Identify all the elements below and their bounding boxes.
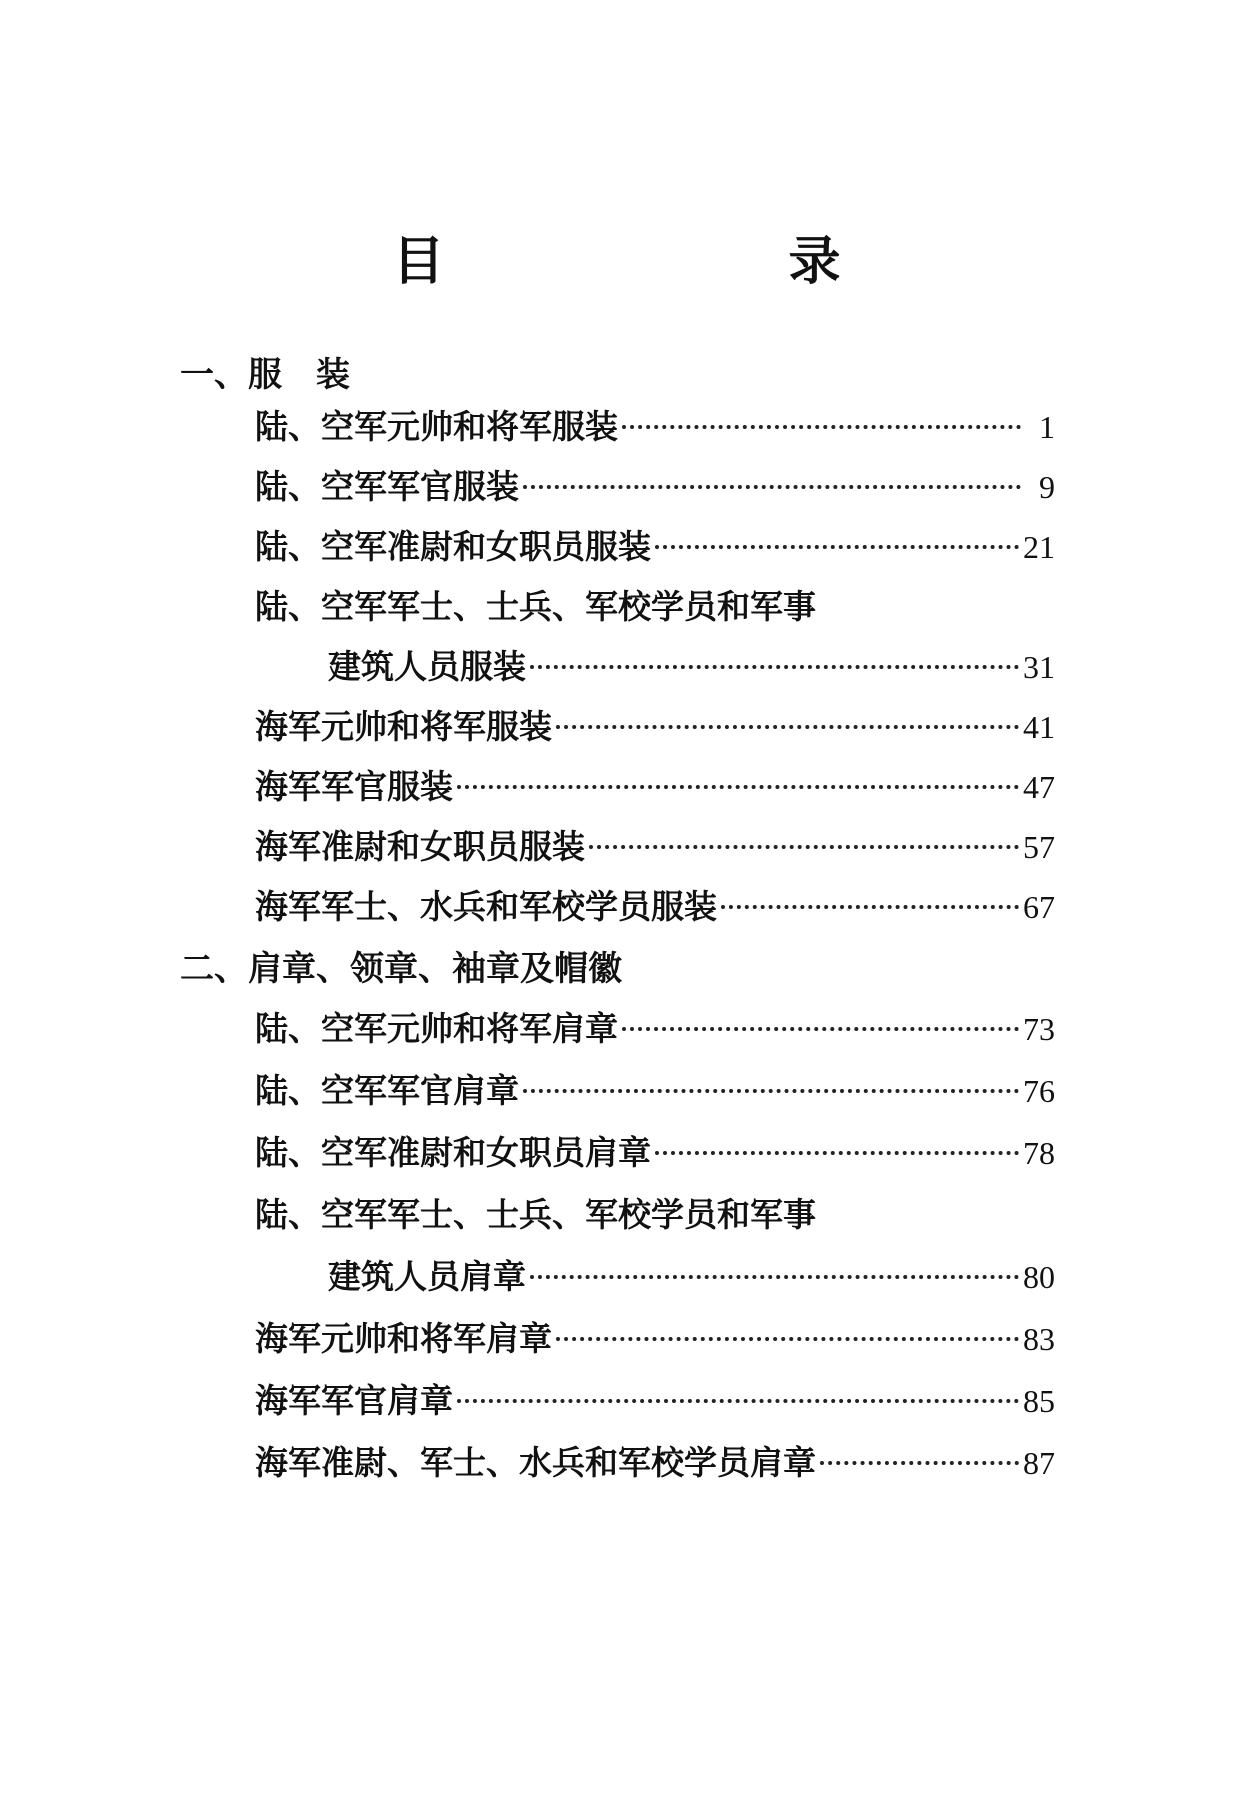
toc-entry-page: 67 bbox=[1023, 889, 1055, 925]
dot-leader bbox=[530, 665, 1019, 669]
toc-entry[interactable] bbox=[255, 527, 1055, 566]
dot-leader bbox=[820, 1461, 1019, 1465]
toc-entry-label: 海军军士、水兵和军校学员服装 bbox=[255, 887, 717, 926]
toc-entry-label: 建筑人员服装 bbox=[328, 647, 526, 686]
toc-entry-label: 陆、空军军官肩章 bbox=[255, 1071, 519, 1110]
toc-entry-page: 80 bbox=[1023, 1259, 1055, 1295]
toc-entry-page: 31 bbox=[1023, 649, 1055, 685]
dot-leader bbox=[457, 1399, 1019, 1403]
toc-entry-page: 83 bbox=[1023, 1321, 1055, 1357]
toc-entry-label: 陆、空军元帅和将军肩章 bbox=[255, 1009, 618, 1048]
toc-entry[interactable] bbox=[255, 707, 1055, 746]
toc-entry-first-line[interactable] bbox=[255, 1195, 816, 1234]
toc-entry[interactable] bbox=[255, 1319, 1055, 1358]
toc-entry-page: 1 bbox=[1039, 409, 1055, 445]
dot-leader bbox=[721, 905, 1019, 909]
dot-leader bbox=[622, 1027, 1019, 1031]
toc-entry-page: 57 bbox=[1023, 829, 1055, 865]
dot-leader bbox=[556, 1337, 1019, 1341]
toc-entry[interactable] bbox=[255, 767, 1055, 806]
toc-entry-page: 21 bbox=[1023, 529, 1055, 565]
toc-entry-page: 76 bbox=[1023, 1073, 1055, 1109]
toc-entry[interactable] bbox=[255, 1133, 1055, 1172]
dot-leader bbox=[457, 785, 1019, 789]
toc-entry-label: 海军准尉和女职员服装 bbox=[255, 827, 585, 866]
toc-entry-page: 73 bbox=[1023, 1011, 1055, 1047]
dot-leader bbox=[622, 425, 1021, 429]
toc-entry-label: 海军准尉、军士、水兵和军校学员肩章 bbox=[255, 1443, 816, 1482]
toc-entry-label: 陆、空军准尉和女职员肩章 bbox=[255, 1133, 651, 1172]
toc-entry[interactable] bbox=[255, 1381, 1055, 1420]
toc-entry-label: 海军元帅和将军肩章 bbox=[255, 1319, 552, 1358]
section-heading-insignia: 二、肩章、领章、袖章及帽徽 bbox=[180, 949, 622, 989]
toc-entry[interactable] bbox=[255, 467, 1055, 506]
dot-leader bbox=[523, 485, 1021, 489]
toc-entry-page: 87 bbox=[1023, 1445, 1055, 1481]
toc-entry-label: 海军元帅和将军服装 bbox=[255, 707, 552, 746]
toc-entry[interactable] bbox=[255, 1071, 1055, 1110]
toc-entry-label: 陆、空军准尉和女职员服装 bbox=[255, 527, 651, 566]
toc-entry-label: 陆、空军军士、士兵、军校学员和军事 bbox=[255, 587, 816, 626]
dot-leader bbox=[589, 845, 1019, 849]
toc-entry-label: 海军军官肩章 bbox=[255, 1381, 453, 1420]
toc-entry-label: 陆、空军元帅和将军服装 bbox=[255, 407, 618, 446]
toc-entry-label: 建筑人员肩章 bbox=[328, 1257, 526, 1296]
dot-leader bbox=[530, 1275, 1019, 1279]
page-title: 目 录 bbox=[392, 232, 921, 292]
toc-entry-label: 陆、空军军士、士兵、军校学员和军事 bbox=[255, 1195, 816, 1234]
toc-entry-continuation[interactable] bbox=[328, 647, 1055, 686]
section-heading-clothing: 一、服 装 bbox=[180, 355, 350, 395]
toc-entry[interactable] bbox=[255, 887, 1055, 926]
dot-leader bbox=[655, 545, 1019, 549]
toc-entry-label: 陆、空军军官服装 bbox=[255, 467, 519, 506]
dot-leader bbox=[523, 1089, 1019, 1093]
toc-entry[interactable] bbox=[255, 407, 1055, 446]
toc-entry-page: 78 bbox=[1023, 1135, 1055, 1171]
toc-entry[interactable] bbox=[255, 827, 1055, 866]
toc-entry-page: 47 bbox=[1023, 769, 1055, 805]
dot-leader bbox=[655, 1151, 1019, 1155]
toc-entry-page: 41 bbox=[1023, 709, 1055, 745]
toc-entry-first-line[interactable] bbox=[255, 587, 816, 626]
toc-entry-continuation[interactable] bbox=[328, 1257, 1055, 1296]
toc-entry-page: 9 bbox=[1039, 469, 1055, 505]
dot-leader bbox=[556, 725, 1019, 729]
toc-entry-page: 85 bbox=[1023, 1383, 1055, 1419]
toc-entry[interactable] bbox=[255, 1009, 1055, 1048]
toc-entry-label: 海军军官服装 bbox=[255, 767, 453, 806]
toc-entry[interactable] bbox=[255, 1443, 1055, 1482]
